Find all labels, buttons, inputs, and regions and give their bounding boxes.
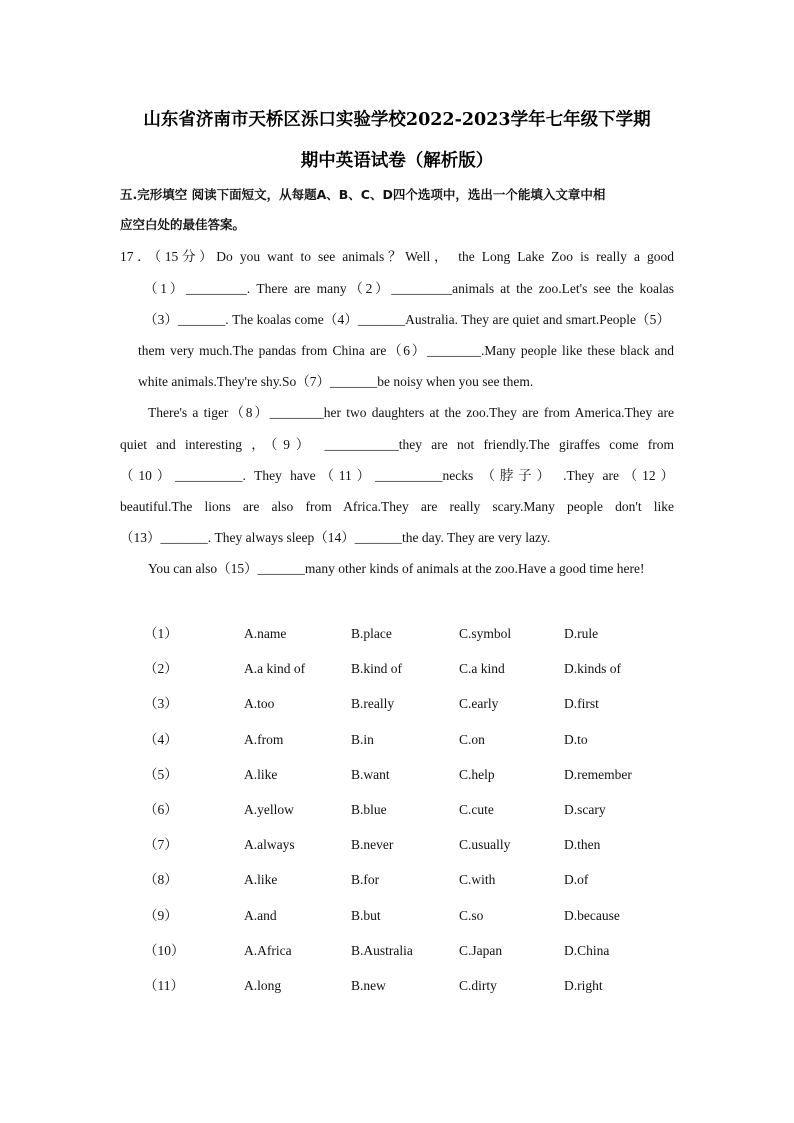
option-number: （4） [144,732,178,747]
option-c: C.on [459,732,485,747]
option-a: A.like [244,872,278,887]
option-b: B.want [351,767,390,782]
option-a: A.like [244,767,278,782]
passage-line: 17．（15分）Do you want to see animals？Well， the Long Lake Zoo is really a good [120,249,674,264]
option-d: D.of [564,872,589,887]
option-a: A.too [244,696,275,711]
option-b: B.never [351,837,394,852]
passage-line: （10）__________. They have（11）__________necks （脖子） .They are（12） [120,468,674,483]
option-c: C.cute [459,802,494,817]
section-instruction-line-2: 应空白处的最佳答案。 [120,217,246,232]
option-number: （3） [144,696,178,711]
option-b: B.in [351,732,374,747]
option-d: D.first [564,696,599,711]
option-d: D.remember [564,767,632,782]
section-instruction-line-1: 五.完形填空 阅读下面短文，从每题A、B、C、D四个选项中，选出一个能填入文章中相 [120,187,606,202]
passage-line: （1）_________. There are many（2）_________animals at the zoo.Let's see the koalas [144,281,674,296]
option-d: D.then [564,837,601,852]
option-number: （10） [144,943,185,958]
option-b: B.for [351,872,380,887]
option-d: D.scary [564,802,606,817]
page-title-line-2: 期中英语试卷（解析版） [300,151,494,171]
option-a: A.a kind of [244,661,306,676]
option-b: B.kind of [351,661,403,676]
option-number: （1） [144,626,178,641]
option-number: （9） [144,908,178,923]
option-d: D.China [564,943,610,958]
option-a: A.Africa [244,943,292,958]
option-d: D.rule [564,626,599,641]
option-a: A.yellow [244,802,294,817]
option-a: A.from [244,732,284,747]
option-c: C.early [459,696,499,711]
page-title-line-1: 山东省济南市天桥区泺口实验学校2022-2023学年七年级下学期 [143,110,651,130]
option-a: A.and [244,908,277,923]
option-b: B.but [351,908,381,923]
option-d: D.to [564,732,588,747]
option-c: C.dirty [459,978,497,993]
option-c: C.a kind [459,661,505,676]
option-number: （11） [144,978,184,993]
passage-line: There's a tiger（8）________her two daughters at the zoo.They are from America.They are [148,405,674,420]
option-d: D.because [564,908,620,923]
passage-line: You can also（15）_______many other kinds of animals at the zoo.Have a good time here! [148,561,645,576]
option-c: C.usually [459,837,511,852]
option-b: B.blue [351,802,387,817]
passage-line: white animals.They're shy.So（7）_______be noisy when you see them. [138,374,534,389]
passage-line: beautiful.The lions are also from Africa.They are really scary.Many people don't like [120,499,674,514]
option-number: （8） [144,872,178,887]
option-number: （7） [144,837,178,852]
option-c: C.symbol [459,626,512,641]
option-b: B.really [351,696,395,711]
option-c: C.Japan [459,943,503,958]
option-c: C.with [459,872,496,887]
option-a: A.always [244,837,295,852]
option-d: D.kinds of [564,661,621,676]
option-number: （5） [144,767,178,782]
option-b: B.place [351,626,392,641]
option-a: A.long [244,978,282,993]
option-number: （6） [144,802,178,817]
option-number: （2） [144,661,178,676]
option-d: D.right [564,978,603,993]
option-c: C.help [459,767,495,782]
option-b: B.new [351,978,386,993]
passage-line: （3）_______. The koalas come（4）_______Australia. They are quiet and smart.People（5） [144,312,670,327]
passage-line: them very much.The pandas from China are（6）________.Many people like these black and [138,343,674,358]
option-a: A.name [244,626,287,641]
option-c: C.so [459,908,484,923]
option-b: B.Australia [351,943,413,958]
passage-line: （13）_______. They always sleep（14）_______the day. They are very lazy. [120,530,551,545]
passage-line: quiet and interesting ，（9） ___________they are not friendly.The giraffes come from [120,437,674,452]
